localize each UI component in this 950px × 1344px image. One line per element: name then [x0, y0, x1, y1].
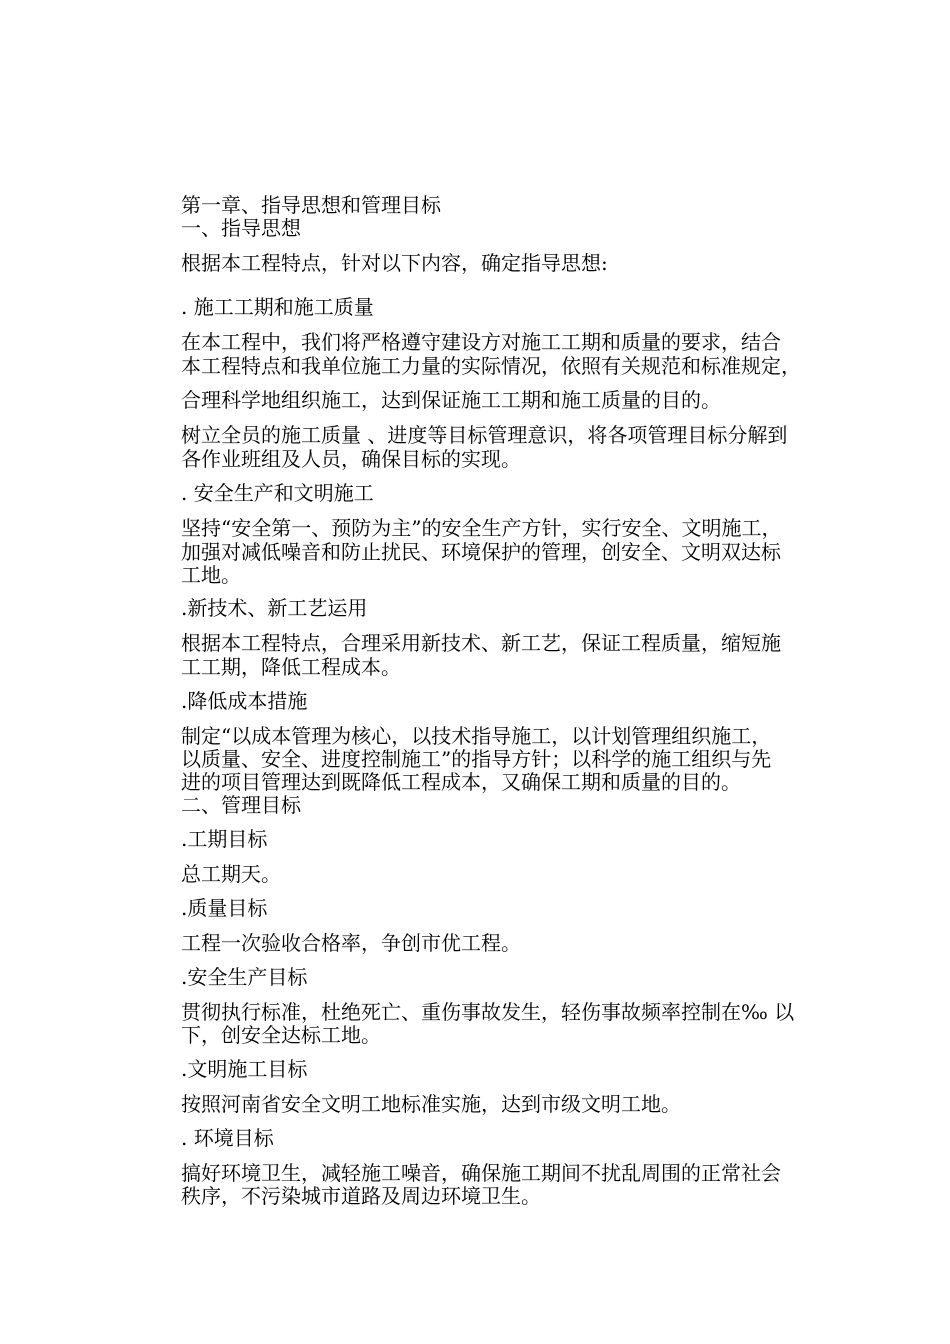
paragraph-line: 加强对减低噪音和防止扰民、环境保护的管理，创安全、文明双达标 [181, 540, 781, 564]
paragraph-line: 合理科学地组织施工，达到保证施工工期和施工质量的目的。 [181, 388, 721, 412]
paragraph-line: 进的项目管理达到既降低工程成本，又确保工期和质量的目的。 [181, 770, 741, 794]
paragraph-line: 按照河南省安全文明工地标准实施，达到市级文明工地。 [181, 1092, 681, 1116]
paragraph-line: 下，创安全达标工地。 [181, 1023, 381, 1047]
paragraph-line: 总工期天。 [181, 862, 281, 886]
paragraph-line: 本工程特点和我单位施工力量的实际情况，依照有关规范和标准规定， [181, 354, 801, 378]
intro-paragraph: 根据本工程特点，针对以下内容，确定指导思想: [181, 251, 608, 275]
paragraph-line: 树立全员的施工质量 、进度等目标管理意识，将各项管理目标分解到 [181, 423, 788, 447]
paragraph-line: 搞好环境卫生，减轻施工噪音，确保施工期间不扰乱周围的正常社会 [181, 1161, 781, 1185]
item-heading-civilized-construction-goal: .文明施工目标 [181, 1057, 308, 1081]
item-heading-safety-civilization: . 安全生产和文明施工 [181, 481, 374, 505]
item-heading-new-technology: .新技术、新工艺运用 [181, 596, 368, 620]
paragraph-line: 秩序，不污染城市道路及周边环境卫生。 [181, 1184, 541, 1208]
paragraph-line: 工工期，降低工程成本。 [181, 655, 401, 679]
item-heading-safety-goal: .安全生产目标 [181, 965, 308, 989]
item-heading-schedule-quality: . 施工工期和施工质量 [181, 295, 374, 319]
paragraph-line: 制定“以成本管理为核心，以技术指导施工，以计划管理组织施工， [181, 724, 772, 748]
paragraph-line: 在本工程中，我们将严格遵守建设方对施工工期和质量的要求，结合 [181, 330, 781, 354]
chapter-title: 第一章、指导思想和管理目标 [181, 193, 441, 217]
item-heading-quality-goal: .质量目标 [181, 896, 268, 920]
paragraph-line: 贯彻执行标准，杜绝死亡、重伤事故发生，轻伤事故频率控制在‰ 以 [181, 1000, 795, 1024]
paragraph-line: 工地。 [181, 563, 241, 587]
item-heading-environment-goal: . 环境目标 [181, 1126, 274, 1150]
item-heading-schedule-goal: .工期目标 [181, 827, 268, 851]
paragraph-line: 工程一次验收合格率，争创市优工程。 [181, 931, 521, 955]
section-heading-management-goals: 二、管理目标 [181, 793, 301, 817]
paragraph-line: 以质量、安全、进度控制施工”的指导方针；以科学的施工组织与先 [181, 747, 772, 771]
paragraph-line: 各作业班组及人员，确保目标的实现。 [181, 447, 521, 471]
paragraph-line: 根据本工程特点，合理采用新技术、新工艺，保证工程质量，缩短施 [181, 631, 781, 655]
item-heading-cost-reduction: .降低成本措施 [181, 689, 308, 713]
section-heading-guiding-ideology: 一、指导思想 [181, 216, 301, 240]
paragraph-line: 坚持“安全第一、预防为主”的安全生产方针，实行安全、文明施工， [181, 516, 782, 540]
